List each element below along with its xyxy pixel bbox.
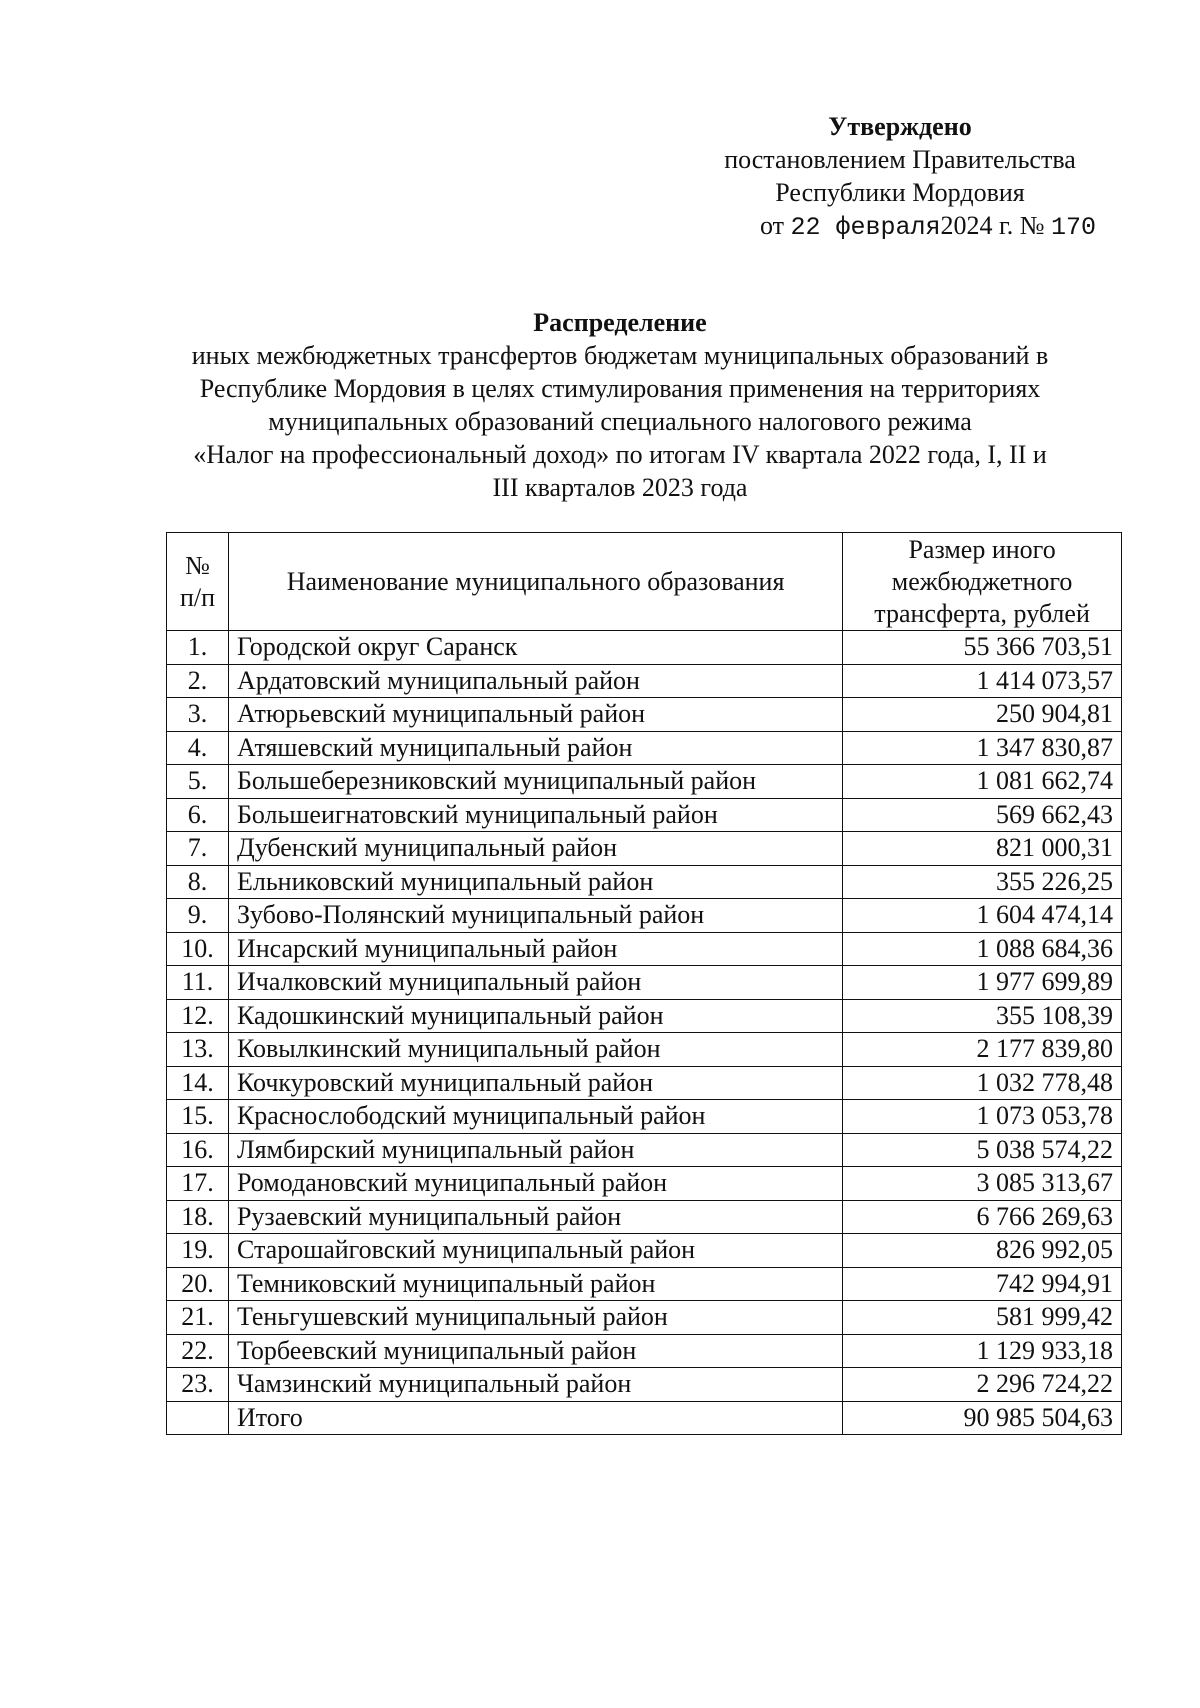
row-number: 10.: [167, 932, 229, 966]
row-number: 21.: [167, 1301, 229, 1335]
date-year: 2024 г. №: [940, 211, 1045, 240]
total-row: [167, 1401, 1122, 1435]
table-row: [167, 664, 1122, 698]
date-day-month: 22 февраля: [790, 213, 941, 242]
approval-line-republic: Республики Мордовия: [775, 178, 1025, 207]
row-number: 3.: [167, 698, 229, 732]
header-num: [167, 533, 229, 631]
row-municipality-name: Городской округ Саранск: [228, 631, 842, 665]
row-municipality-name: Атяшевский муниципальный район: [228, 731, 842, 765]
row-municipality-name: Рузаевский муниципальный район: [228, 1200, 842, 1234]
table-row: [167, 966, 1122, 1000]
row-number: 16.: [167, 1133, 229, 1167]
row-number: 2.: [167, 664, 229, 698]
approval-date-line: [708, 209, 1148, 244]
header-name: Наименование муниципального образования: [228, 533, 842, 631]
table-row: [167, 1167, 1122, 1201]
title-line: муниципальных образований специального налогового режима: [268, 407, 972, 436]
table-row: [167, 832, 1122, 866]
row-municipality-name: Ромодановский муниципальный район: [228, 1167, 842, 1201]
approval-title: Утверждено: [828, 112, 972, 141]
table-row: [167, 731, 1122, 765]
row-municipality-name: Большеберезниковский муниципальный район: [228, 765, 842, 799]
title-heading: Распределение: [533, 308, 707, 337]
row-municipality-name: Краснослободский муниципальный район: [228, 1100, 842, 1134]
title-line: Республике Мордовия в целях стимулирования применения на территориях: [199, 374, 1041, 403]
row-municipality-name: Ельниковский муниципальный район: [228, 865, 842, 899]
row-number: 22.: [167, 1334, 229, 1368]
row-number: 12.: [167, 999, 229, 1033]
row-amount: 55 366 703,51: [843, 631, 1122, 665]
row-number: 5.: [167, 765, 229, 799]
row-number: 15.: [167, 1100, 229, 1134]
row-amount: 6 766 269,63: [843, 1200, 1122, 1234]
row-municipality-name: Зубово-Полянский муниципальный район: [228, 899, 842, 933]
row-municipality-name: Кадошкинский муниципальный район: [228, 999, 842, 1033]
row-municipality-name: Ичалковский муниципальный район: [228, 966, 842, 1000]
row-municipality-name: Теньгушевский муниципальный район: [228, 1301, 842, 1335]
row-amount: 2 296 724,22: [843, 1368, 1122, 1402]
header-amount-line: Размер иного: [908, 534, 1056, 564]
table-row: [167, 1267, 1122, 1301]
row-municipality-name: Дубенский муниципальный район: [228, 832, 842, 866]
header-amount: [843, 533, 1122, 631]
row-number: 6.: [167, 798, 229, 832]
table-row: [167, 1033, 1122, 1067]
row-municipality-name: Ковылкинский муниципальный район: [228, 1033, 842, 1067]
title-line: III кварталов 2023 года: [492, 473, 748, 502]
row-amount: 1 347 830,87: [843, 731, 1122, 765]
table-row: [167, 1301, 1122, 1335]
table-row: [167, 1334, 1122, 1368]
header-amount-line: трансферта, рублей: [874, 598, 1090, 628]
row-number: 7.: [167, 832, 229, 866]
date-prefix: от: [759, 211, 784, 240]
row-amount: 742 994,91: [843, 1267, 1122, 1301]
row-number: 23.: [167, 1368, 229, 1402]
document-title: [140, 306, 1100, 504]
approval-line-government: постановлением Правительства: [724, 145, 1076, 174]
row-number: 8.: [167, 865, 229, 899]
row-amount: 1 032 778,48: [843, 1066, 1122, 1100]
table-row: [167, 932, 1122, 966]
table-row: [167, 1200, 1122, 1234]
table-row: [167, 1100, 1122, 1134]
row-amount: 5 038 574,22: [843, 1133, 1122, 1167]
table-row: [167, 798, 1122, 832]
table-row: [167, 1066, 1122, 1100]
row-number: 9.: [167, 899, 229, 933]
row-amount: 1 977 699,89: [843, 966, 1122, 1000]
total-amount: 90 985 504,63: [843, 1401, 1122, 1435]
table-body: [167, 631, 1122, 1435]
row-municipality-name: Кочкуровский муниципальный район: [228, 1066, 842, 1100]
row-municipality-name: Темниковский муниципальный район: [228, 1267, 842, 1301]
total-label: Итого: [228, 1401, 842, 1435]
table-row: [167, 1133, 1122, 1167]
row-number: 4.: [167, 731, 229, 765]
row-number: 20.: [167, 1267, 229, 1301]
table-row: [167, 631, 1122, 665]
row-number: 13.: [167, 1033, 229, 1067]
header-num-line: п/п: [179, 582, 216, 612]
row-number: 1.: [167, 631, 229, 665]
row-municipality-name: Торбеевский муниципальный район: [228, 1334, 842, 1368]
row-municipality-name: Атюрьевский муниципальный район: [228, 698, 842, 732]
row-amount: 581 999,42: [843, 1301, 1122, 1335]
distribution-table: [166, 532, 1122, 1435]
row-amount: 569 662,43: [843, 798, 1122, 832]
row-amount: 2 177 839,80: [843, 1033, 1122, 1067]
row-municipality-name: Инсарский муниципальный район: [228, 932, 842, 966]
row-number: 11.: [167, 966, 229, 1000]
row-amount: 826 992,05: [843, 1234, 1122, 1268]
decree-number: 170: [1051, 213, 1097, 242]
row-amount: 821 000,31: [843, 832, 1122, 866]
row-municipality-name: Большеигнатовский муниципальный район: [228, 798, 842, 832]
table-row: [167, 999, 1122, 1033]
row-amount: 355 108,39: [843, 999, 1122, 1033]
row-municipality-name: Ардатовский муниципальный район: [228, 664, 842, 698]
table-row: [167, 865, 1122, 899]
row-municipality-name: Лямбирский муниципальный район: [228, 1133, 842, 1167]
approval-stamp: [680, 110, 1120, 244]
header-num-line: №: [185, 550, 210, 580]
row-amount: 1 604 474,14: [843, 899, 1122, 933]
table-row: [167, 765, 1122, 799]
row-number: 19.: [167, 1234, 229, 1268]
row-amount: 1 414 073,57: [843, 664, 1122, 698]
table-row: [167, 698, 1122, 732]
row-municipality-name: Старошайговский муниципальный район: [228, 1234, 842, 1268]
row-amount: 1 088 684,36: [843, 932, 1122, 966]
row-amount: 250 904,81: [843, 698, 1122, 732]
row-amount: 1 073 053,78: [843, 1100, 1122, 1134]
row-amount: 1 129 933,18: [843, 1334, 1122, 1368]
row-amount: 3 085 313,67: [843, 1167, 1122, 1201]
table-row: [167, 1368, 1122, 1402]
row-municipality-name: Чамзинский муниципальный район: [228, 1368, 842, 1402]
row-number: 14.: [167, 1066, 229, 1100]
row-number: 17.: [167, 1167, 229, 1201]
title-line: «Налог на профессиональный доход» по итогам IV квартала 2022 года, I, II и: [193, 440, 1047, 469]
row-number: 18.: [167, 1200, 229, 1234]
total-number: [167, 1401, 229, 1435]
row-amount: 355 226,25: [843, 865, 1122, 899]
title-line: иных межбюджетных трансфертов бюджетам муниципальных образований в: [191, 341, 1049, 370]
table-row: [167, 899, 1122, 933]
table-header-row: [167, 533, 1122, 631]
table-row: [167, 1234, 1122, 1268]
header-amount-line: межбюджетного: [891, 566, 1073, 596]
row-amount: 1 081 662,74: [843, 765, 1122, 799]
